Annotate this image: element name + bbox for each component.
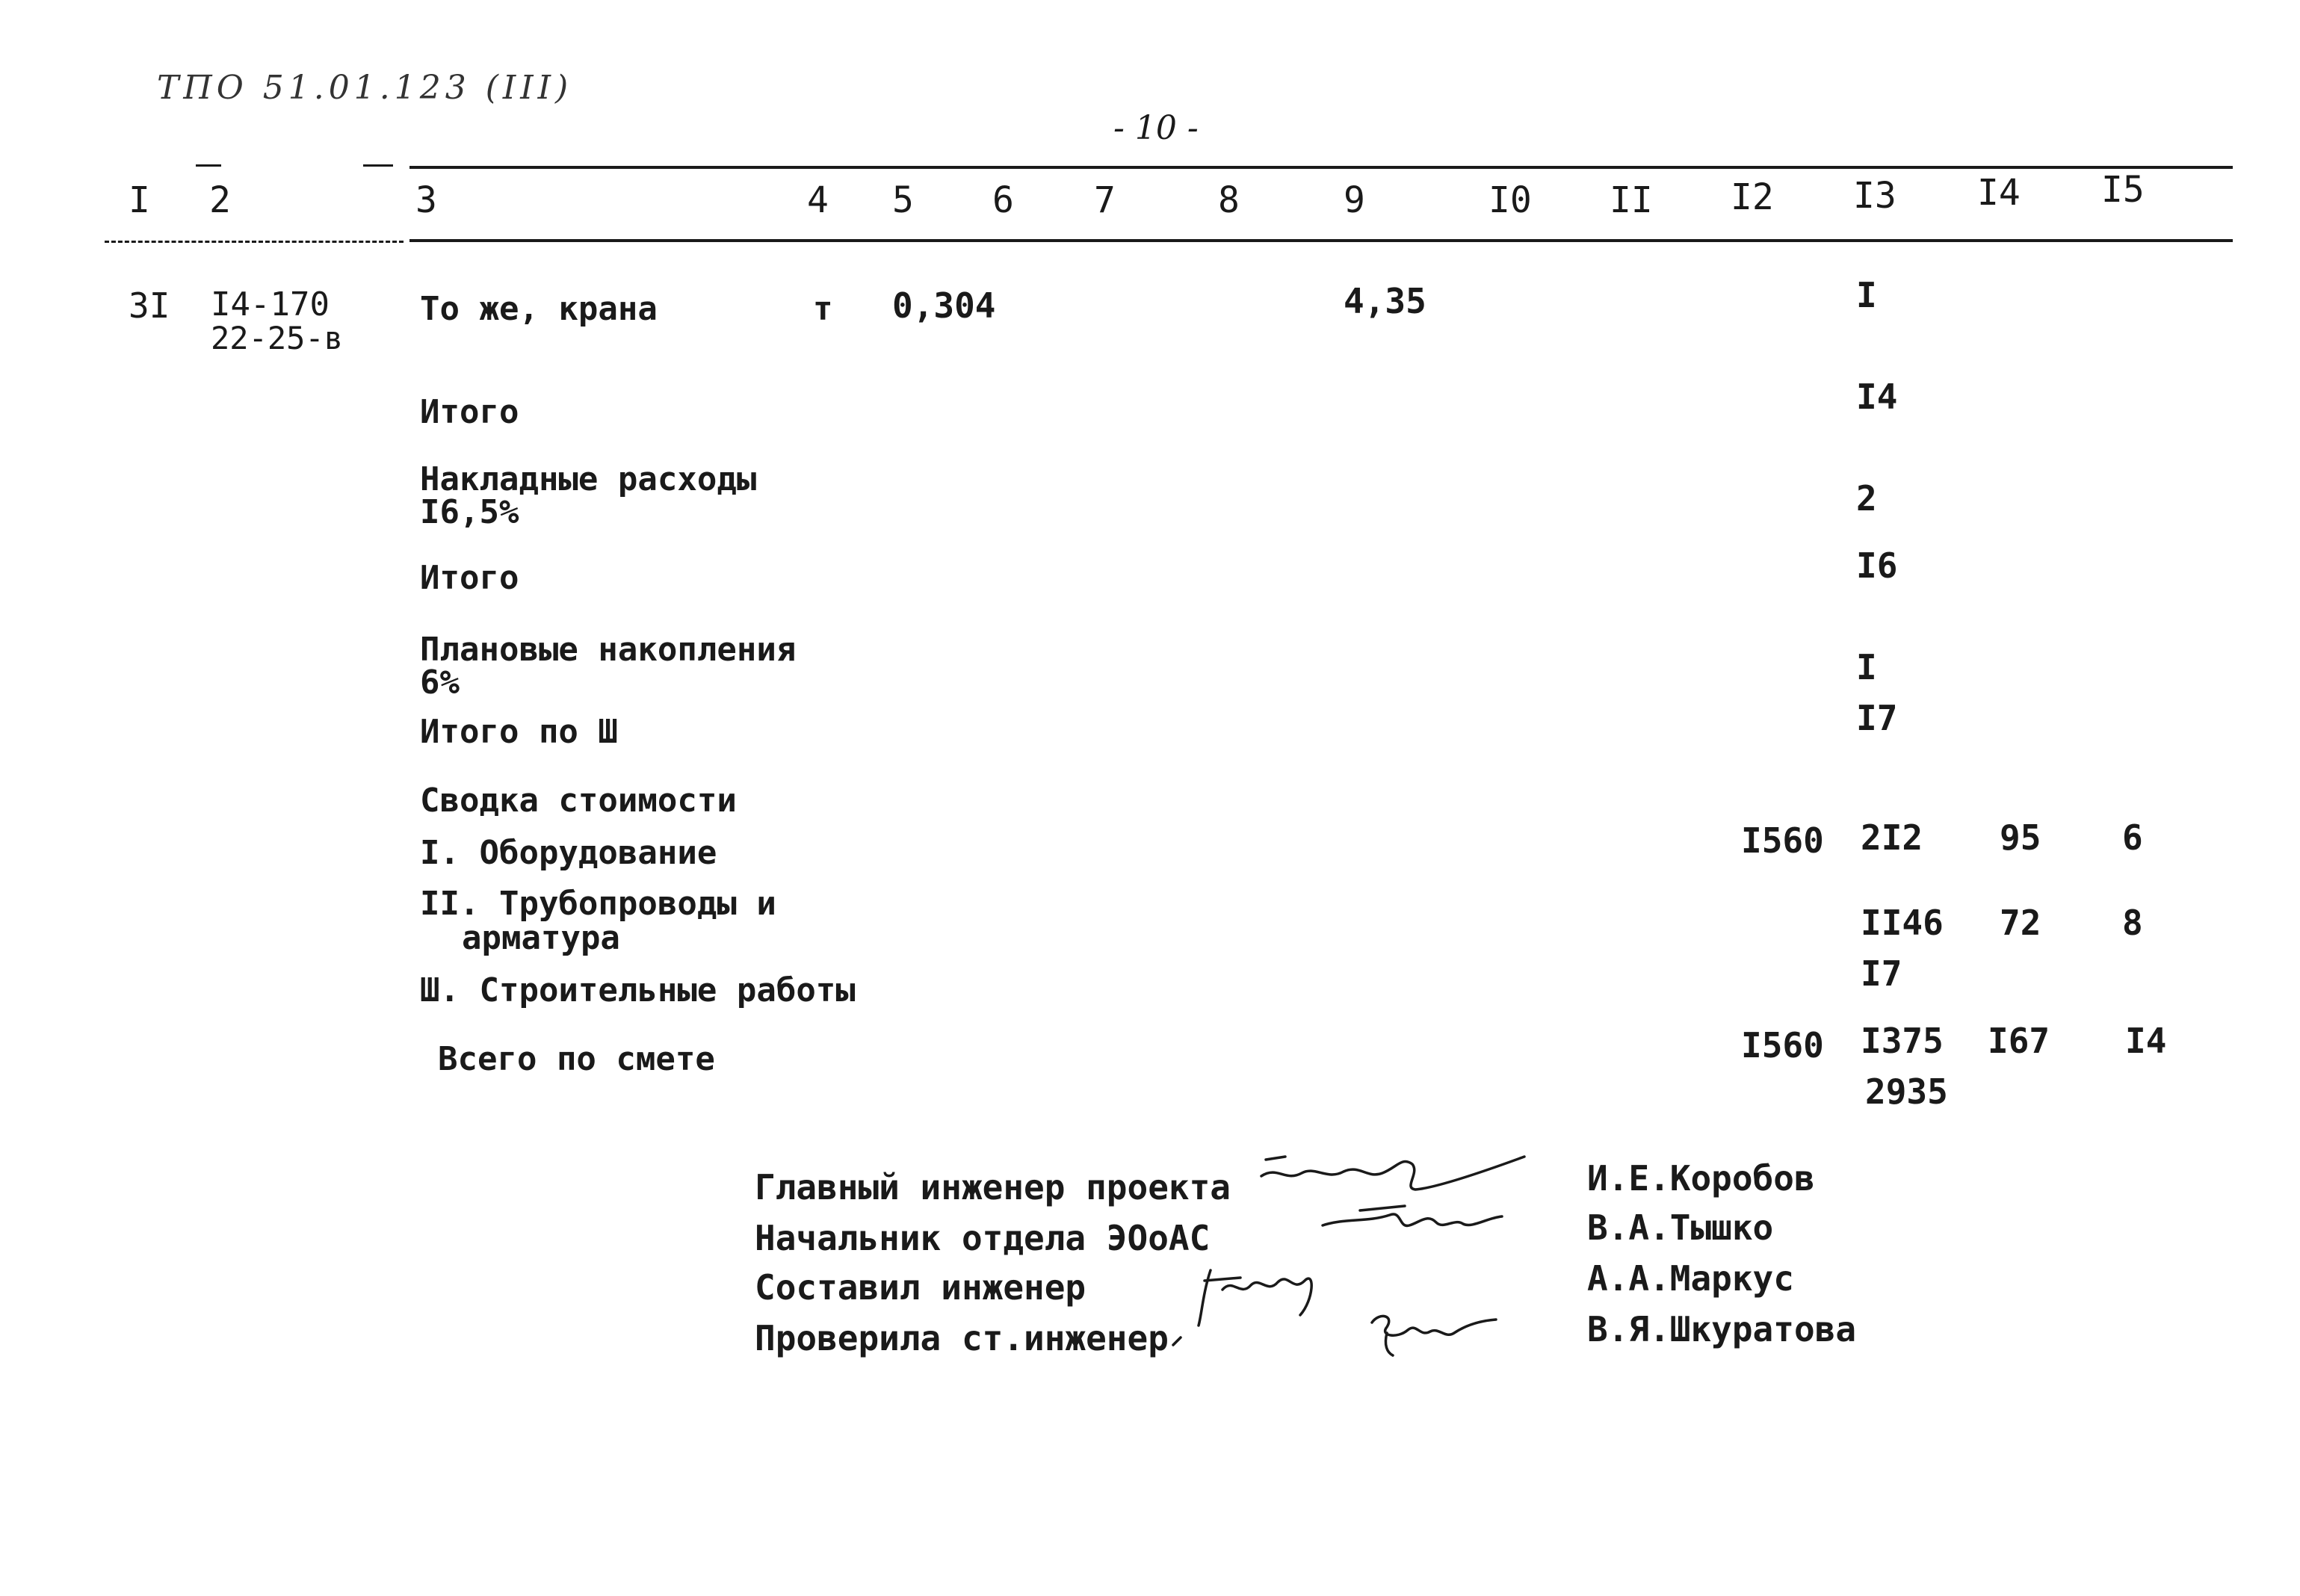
- check-mark-stroke: [1166, 1315, 1211, 1360]
- row-number: 3I: [129, 285, 170, 326]
- col-header-12: I2: [1731, 176, 1774, 218]
- row-col13-value: I7: [1856, 698, 1898, 738]
- col-header-2: 2: [209, 179, 231, 221]
- row-description: Итого: [420, 393, 519, 431]
- handwritten-signature-3: [1188, 1248, 1338, 1330]
- header-top-tick-2: [196, 164, 221, 167]
- handwritten-signature-1: [1255, 1143, 1539, 1203]
- signature-name: И.Е.Коробов: [1587, 1158, 1815, 1198]
- summary-total-col14: I67: [1988, 1021, 2050, 1061]
- col-header-14: I4: [1977, 172, 2021, 214]
- header-bottom-dash-left: [105, 241, 404, 243]
- summary-grand-total: 2935: [1865, 1071, 1948, 1112]
- summary-total-label: Всего по смете: [438, 1040, 715, 1078]
- row-quantity: 0,304: [892, 285, 996, 326]
- row-description: Итого: [420, 559, 519, 597]
- col-header-11: II: [1610, 179, 1653, 221]
- signature-role: Проверила ст.инженер: [755, 1318, 1169, 1358]
- col-header-15: I5: [2101, 169, 2145, 211]
- row-description: То же, крана: [420, 290, 658, 328]
- col-header-10: I0: [1488, 179, 1532, 221]
- summary-item-col13: 2I2: [1861, 817, 1923, 858]
- summary-item-label-line1: II. Трубопроводы и: [420, 885, 776, 923]
- summary-item-label: I. Оборудование: [420, 834, 717, 872]
- header-bottom-rule: [409, 239, 2233, 242]
- page-number: - 10 -: [1113, 109, 1199, 147]
- summary-item-col14: 95: [2000, 817, 2041, 858]
- row-col13-value: 2: [1856, 478, 1877, 519]
- row-description-line1: Накладные расходы: [420, 460, 757, 498]
- handwritten-signature-2: [1315, 1196, 1509, 1248]
- col-header-8: 8: [1218, 179, 1240, 221]
- row-col13-value: I: [1856, 647, 1877, 687]
- summary-total-col15: I4: [2125, 1021, 2167, 1061]
- col-header-4: 4: [807, 179, 829, 221]
- signature-role: Составил инженер: [755, 1267, 1086, 1308]
- row-price: 4,35: [1344, 281, 1426, 321]
- summary-total-col13: I375: [1861, 1021, 1944, 1061]
- row-col13-value: I6: [1856, 545, 1898, 586]
- col-header-9: 9: [1344, 179, 1365, 221]
- col-header-13: I3: [1853, 175, 1896, 217]
- summary-item-label-line2: арматура: [462, 919, 620, 957]
- row-col13-value: I4: [1856, 377, 1898, 417]
- signature-role: Главный инженер проекта: [755, 1167, 1231, 1207]
- handwritten-signature-4: [1364, 1300, 1514, 1360]
- summary-item-col12: I560: [1741, 820, 1824, 861]
- row-code-line2: 22-25-в: [211, 320, 344, 356]
- summary-title: Сводка стоимости: [420, 782, 737, 820]
- col-header-5: 5: [892, 179, 914, 221]
- col-header-7: 7: [1094, 179, 1116, 221]
- summary-item-col14: 72: [2000, 903, 2041, 943]
- signature-name: А.А.Маркус: [1587, 1258, 1794, 1299]
- signature-name: В.А.Тышко: [1587, 1207, 1774, 1248]
- header-top-tick-3: [363, 164, 393, 167]
- summary-item-col13: II46: [1861, 903, 1944, 943]
- summary-item-label: Ш. Строительные работы: [420, 971, 856, 1009]
- col-header-6: 6: [992, 179, 1014, 221]
- document-top-note: ТПО 51.01.123 (III): [157, 69, 573, 107]
- signature-role: Начальник отдела ЭОоАС: [755, 1218, 1211, 1258]
- summary-total-col12: I560: [1741, 1025, 1824, 1065]
- summary-item-col15: 8: [2122, 903, 2143, 943]
- signature-name: В.Я.Шкуратова: [1587, 1309, 1857, 1349]
- row-description-line2: I6,5%: [420, 493, 519, 531]
- row-description-line1: Плановые накопления: [420, 631, 797, 669]
- row-code-line1: I4-170: [211, 285, 330, 324]
- row-col13-value: I: [1856, 275, 1877, 315]
- summary-item-col13: I7: [1861, 953, 1902, 994]
- col-header-1: I: [129, 179, 150, 221]
- header-top-rule: [409, 166, 2233, 169]
- col-header-3: 3: [415, 179, 437, 221]
- row-description: Итого по Ш: [420, 713, 618, 751]
- row-description-line2: 6%: [420, 664, 460, 702]
- row-unit: т: [813, 290, 833, 328]
- summary-item-col15: 6: [2122, 817, 2143, 858]
